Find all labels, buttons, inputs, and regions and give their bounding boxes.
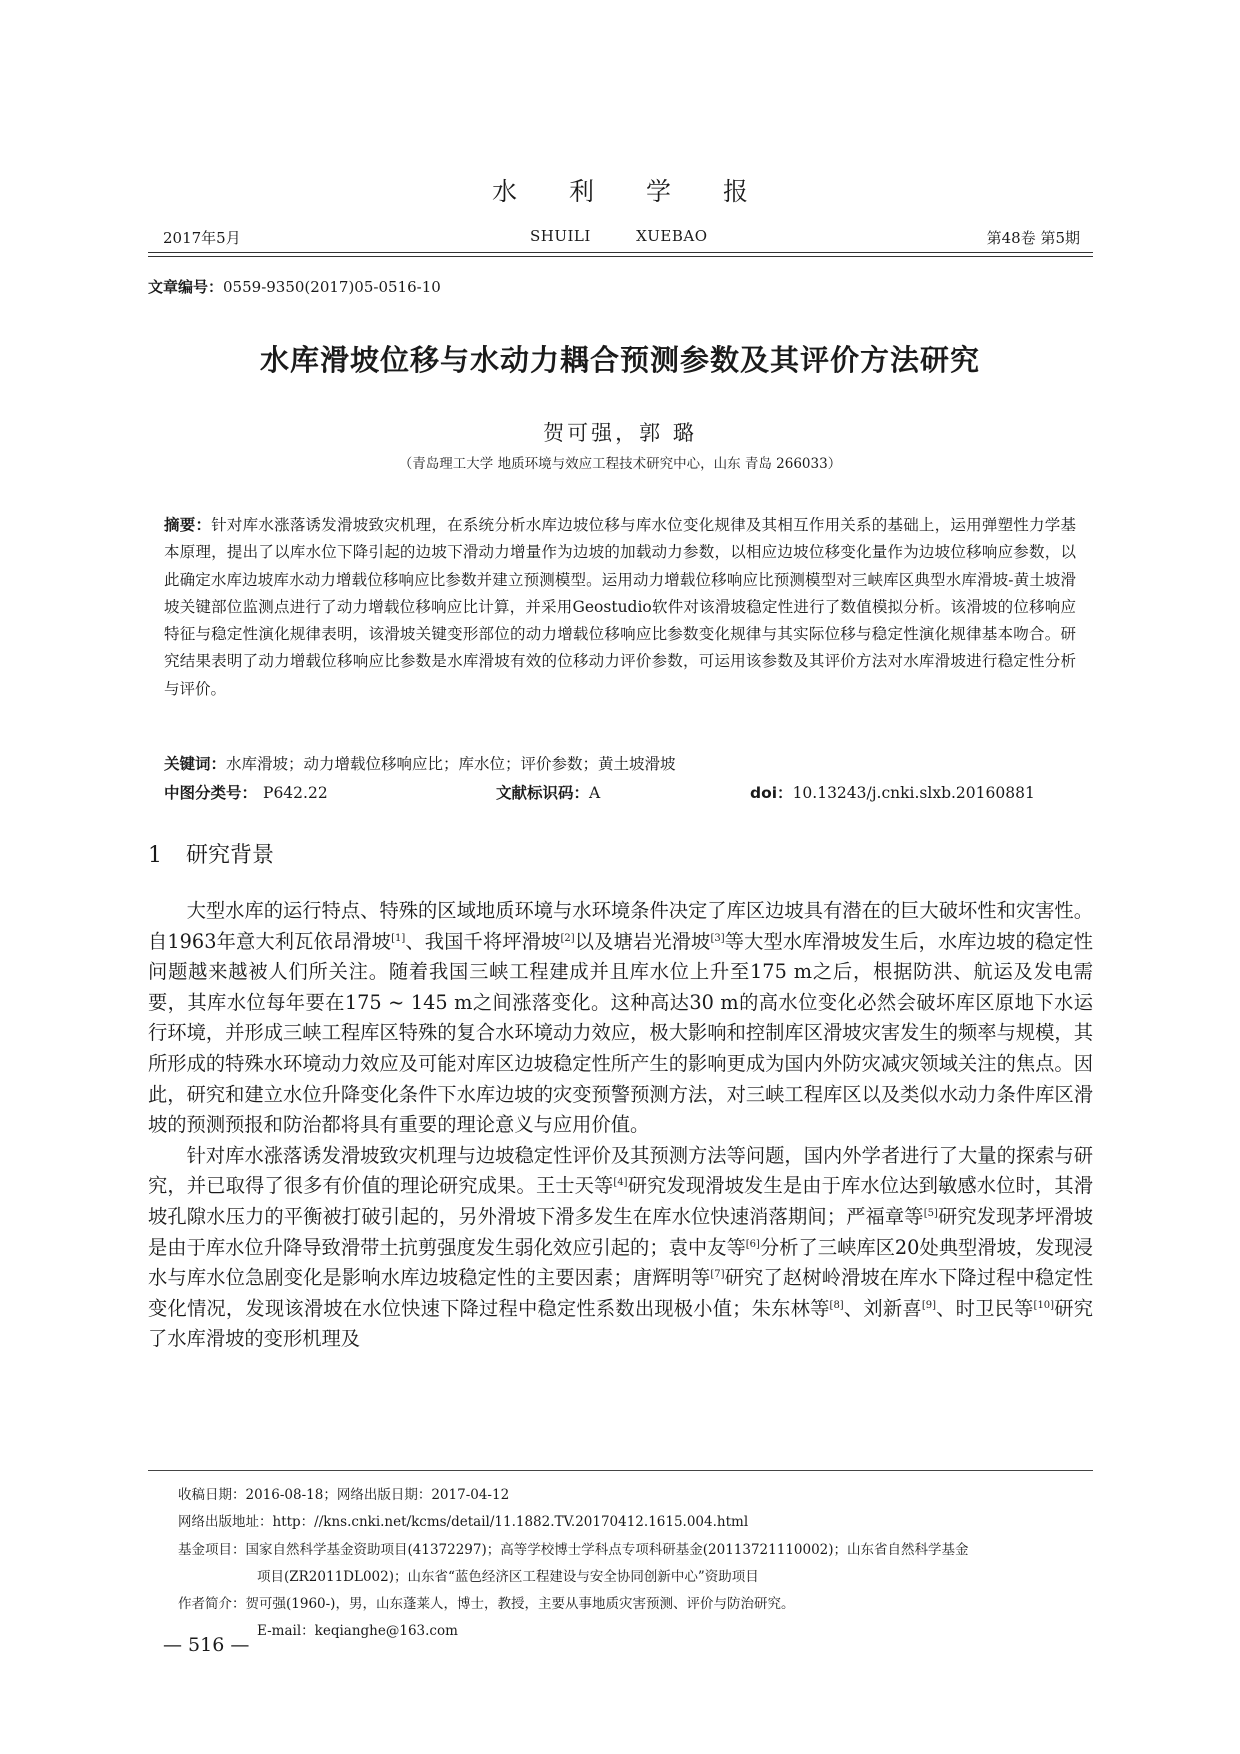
journal-title-en: SHUILI XUEBAO bbox=[530, 227, 708, 245]
text-run: 研究发现滑坡发生是由于库水位达到敏感水位时，其滑坡孔隙水压力的平衡被打破引起的，另外滑坡下滑多发生在库水位快速消落期间；严福章等 bbox=[148, 1174, 1094, 1228]
citation: [1] bbox=[391, 932, 406, 944]
abstract-label: 摘要： bbox=[164, 516, 212, 534]
section-number: 1 bbox=[148, 843, 162, 868]
funding-line-1: 基金项目：国家自然科学基金资助项目(41372297)；高等学校博士学科点专项科研基金(20113721110002)；山东省自然科学基金 bbox=[178, 1541, 969, 1558]
body-text bbox=[148, 896, 1093, 1355]
authors: 贺可强，郭 璐 bbox=[543, 421, 697, 445]
document-code bbox=[496, 781, 600, 803]
volume-issue: 第48卷 第5期 bbox=[986, 229, 1080, 247]
footnotes bbox=[178, 1482, 1078, 1646]
clc-code bbox=[164, 781, 328, 803]
received-date: 收稿日期：2016-08-18；网络出版日期：2017-04-12 bbox=[178, 1487, 510, 1503]
text-run: 研究了水库滑坡的变形机理及 bbox=[148, 1296, 1094, 1351]
citation: [10] bbox=[1033, 1299, 1055, 1311]
citation: [6] bbox=[745, 1238, 760, 1250]
footnote-rule bbox=[148, 1470, 1093, 1471]
citation: [5] bbox=[923, 1207, 938, 1219]
text-run: 针对库水涨落诱发滑坡致灾机理与边坡稳定性评价及其预测方法等问题，国内外学者进行了大量的探索与研究，并已取得了很多有价值的理论研究成果。王士天等 bbox=[148, 1143, 1093, 1198]
paragraph-2 bbox=[148, 1141, 1093, 1355]
affiliation: （青岛理工大学 地质环境与效应工程技术研究中心，山东 青岛 266033） bbox=[398, 456, 842, 472]
keywords-text: 水库滑坡；动力增载位移响应比；库水位；评价参数；黄土坡滑坡 bbox=[226, 755, 676, 773]
text-run: 、时卫民等 bbox=[935, 1296, 1034, 1320]
citation: [2] bbox=[560, 932, 575, 944]
doc-code-value: A bbox=[589, 784, 601, 802]
text-run: 大型水库的运行特点、特殊的区域地质环境与水环境条件决定了库区边坡具有潜在的巨大破坏性和灾害性。自1963年意大利瓦依昂滑坡 bbox=[148, 899, 1093, 953]
author-bio: 作者简介：贺可强(1960-)，男，山东蓬莱人，博士，教授，主要从事地质灾害预测、评价与防治研究。 bbox=[178, 1596, 795, 1613]
citation: [3] bbox=[710, 932, 725, 944]
issue-date: 2017年5月 bbox=[163, 229, 241, 247]
citation: [4] bbox=[613, 1177, 628, 1189]
clc-value: P642.22 bbox=[263, 784, 328, 802]
keywords-label: 关键词： bbox=[164, 755, 227, 773]
abstract-text: 针对库水涨落诱发滑坡致灾机理，在系统分析水库边坡位移与库水位变化规律及其相互作用关系的基础上，运用弹塑性力学基本原理，提出了以库水位下降引起的边坡下滑动力增量作为边坡的加载动力参数，以相应边坡位移变化量作为边坡位移响应参数，以此确定水库边坡库水动力增载位移响应比参数并建立预测模型。运用动力增载位移响应比预测模型对三峡库区典型水库滑坡-黄土坡滑坡关键部位监测点进行了动力增载位移响应比计算，并采用Geostudio软件对该滑坡稳定性进行了数值模拟分析。该滑坡的位移响应特征与稳定性演化规律表明，该滑坡关键变形部位的动力增载位移响应比参数变化规律与其实际位移与稳定性演化规律基本吻合。研究结果表明了动力增载位移响应比参数是水库滑坡有效的位移动力评价参数，可运用该参数及其评价方法对水库滑坡进行稳定性分析与评价。 bbox=[164, 516, 1076, 698]
text-run: 分析了三峡库区20处典型滑坡，发现浸水与库水位急剧变化是影响水库边坡稳定性的主要因素；唐辉明等 bbox=[148, 1235, 1093, 1290]
doc-code-label: 文献标识码： bbox=[496, 784, 590, 802]
text-run: 研究了赵树岭滑坡在库水下降过程中稳定性变化情况，发现该滑坡在水位快速下降过程中稳定性系数出现极小值；朱东林等 bbox=[148, 1266, 1093, 1320]
online-address: 网络出版地址：http：//kns.cnki.net/kcms/detail/11.1882.TV.20170412.1615.004.html bbox=[178, 1514, 749, 1531]
doi-label: doi： bbox=[750, 784, 793, 802]
header-rule-thin bbox=[148, 256, 1093, 257]
text-run: 等大型水库滑坡发生后，水库边坡的稳定性问题越来越被人们所关注。随着我国三峡工程建成并且库水位上升至175 m之后，根据防洪、航运及发电需要，其库水位每年要在175 ~ 145 m之间涨落变化。这种高达30 m的高水位变化必然会破坏库区原地下水运行环境，并形成三峡工程库区特殊的复合水环境动力效应，极大影响和控制库区滑坡灾害发生的频率与规模，其所形成的特殊水环境动力效应及可能对库区边坡稳定性所产生的影响更成为国内外防灾减灾领域关注的焦点。因此，研究和建立水位升降变化条件下水库边坡的灾变预警预测方法，对三峡工程库区以及类似水动力条件库区滑坡的预测预报和防治都将具有重要的理论意义与应用价值。 bbox=[148, 929, 1094, 1137]
clc-label: 中图分类号： bbox=[164, 784, 258, 802]
funding-line-2: 项目(ZR2011DL002)；山东省“蓝色经济区工程建设与安全协同创新中心”资助项目 bbox=[257, 1568, 759, 1585]
text-run: 、刘新喜 bbox=[843, 1296, 922, 1320]
header-rule-thick bbox=[148, 252, 1093, 253]
article-number bbox=[148, 276, 441, 297]
citation: [9] bbox=[921, 1299, 936, 1311]
article-number-label: 文章编号： bbox=[148, 278, 224, 296]
text-run: 研究发现茅坪滑坡是由于库水位升降导致滑带土抗剪强度发生弱化效应引起的；袁中友等 bbox=[148, 1204, 1093, 1259]
author-email: E-mail：keqianghe@163.com bbox=[257, 1623, 458, 1640]
paragraph-1 bbox=[148, 896, 1093, 1141]
citation: [8] bbox=[829, 1299, 844, 1311]
journal-title-cn: 水利学报 bbox=[491, 177, 800, 206]
abstract bbox=[164, 512, 1076, 703]
doi-value: 10.13243/j.cnki.slxb.20160881 bbox=[792, 784, 1035, 802]
citation: [7] bbox=[710, 1269, 725, 1281]
text-run: 、我国千将坪滑坡 bbox=[405, 929, 561, 953]
text-run: 以及塘岩光滑坡 bbox=[574, 929, 711, 953]
paper-title: 水库滑坡位移与水动力耦合预测参数及其评价方法研究 bbox=[259, 343, 980, 377]
section-title: 研究背景 bbox=[186, 843, 275, 868]
section-heading bbox=[148, 838, 274, 869]
page-number: — 516 — bbox=[163, 1634, 250, 1656]
article-number-value: 0559-9350(2017)05-0516-10 bbox=[223, 278, 441, 296]
doi bbox=[750, 781, 1035, 803]
keywords bbox=[164, 752, 1076, 774]
